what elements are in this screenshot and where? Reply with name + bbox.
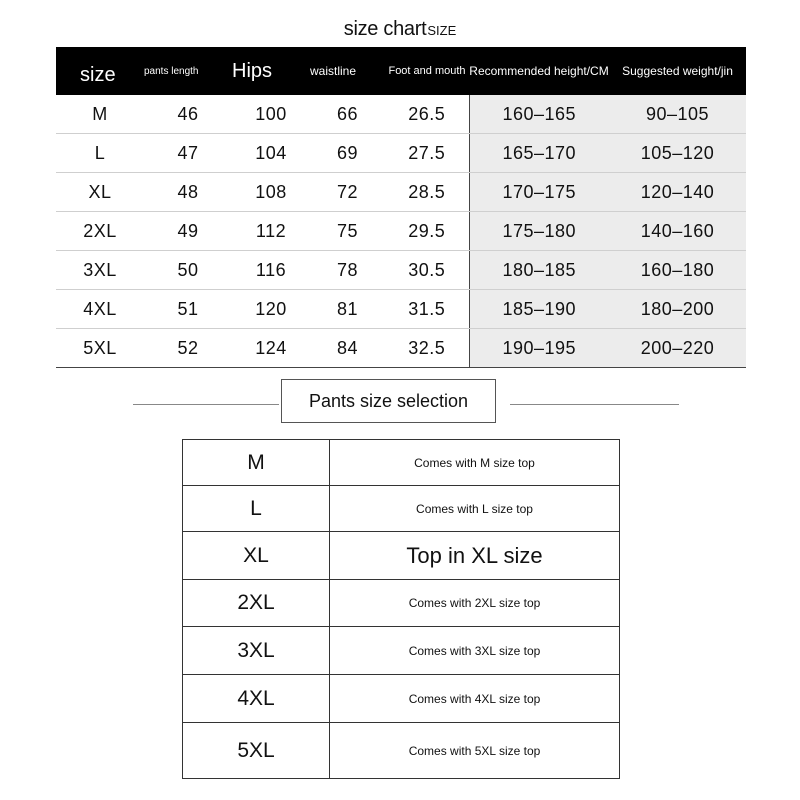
chart-title-main: size chart (343, 18, 427, 40)
table-row (56, 173, 746, 212)
cell-recommended-height: 165–170 (469, 134, 609, 173)
cell-recommended-height: 160–165 (469, 95, 609, 134)
list-item (183, 580, 620, 627)
cell-size: 5XL (56, 329, 144, 368)
cell-pants-length: 52 (144, 329, 232, 368)
cell-hips: 124 (232, 329, 310, 368)
header-suggested-weight: Suggested weight/jin (609, 47, 746, 95)
list-item (183, 627, 620, 675)
cell-suggested-weight: 180–200 (609, 290, 746, 329)
cell-recommended-height: 190–195 (469, 329, 609, 368)
selection-title-box (281, 379, 496, 423)
selection-description: Comes with 3XL size top (330, 627, 620, 675)
selection-description: Top in XL size (330, 532, 620, 580)
table-row (56, 95, 746, 134)
cell-pants-length: 47 (144, 134, 232, 173)
cell-suggested-weight: 90–105 (609, 95, 746, 134)
cell-suggested-weight: 120–140 (609, 173, 746, 212)
selection-size: L (183, 486, 330, 532)
selection-size: M (183, 440, 330, 486)
cell-waistline: 69 (310, 134, 385, 173)
cell-foot-and-mouth: 31.5 (385, 290, 469, 329)
header-size: size (56, 47, 144, 95)
selection-size: 2XL (183, 580, 330, 627)
selection-size: XL (183, 532, 330, 580)
cell-pants-length: 49 (144, 212, 232, 251)
cell-foot-and-mouth: 27.5 (385, 134, 469, 173)
cell-foot-and-mouth: 26.5 (385, 95, 469, 134)
selection-description: Comes with L size top (330, 486, 620, 532)
cell-size: XL (56, 173, 144, 212)
cell-size: 4XL (56, 290, 144, 329)
cell-suggested-weight: 200–220 (609, 329, 746, 368)
cell-foot-and-mouth: 32.5 (385, 329, 469, 368)
cell-hips: 116 (232, 251, 310, 290)
selection-description: Comes with 2XL size top (330, 580, 620, 627)
divider-line-right (510, 404, 679, 405)
cell-suggested-weight: 160–180 (609, 251, 746, 290)
header-foot-and-mouth: Foot and mouth (385, 47, 469, 95)
table-row (56, 290, 746, 329)
chart-title (0, 18, 800, 41)
header-pants-length: pants length (144, 47, 232, 95)
cell-waistline: 84 (310, 329, 385, 368)
cell-pants-length: 48 (144, 173, 232, 212)
cell-foot-and-mouth: 29.5 (385, 212, 469, 251)
header-recommended-height: Recommended height/CM (469, 47, 609, 95)
cell-waistline: 78 (310, 251, 385, 290)
size-chart-table (56, 47, 746, 368)
selection-description: Comes with 5XL size top (330, 723, 620, 779)
cell-hips: 100 (232, 95, 310, 134)
cell-pants-length: 51 (144, 290, 232, 329)
selection-table (182, 439, 620, 779)
cell-suggested-weight: 105–120 (609, 134, 746, 173)
cell-recommended-height: 180–185 (469, 251, 609, 290)
list-item (183, 440, 620, 486)
cell-size: 3XL (56, 251, 144, 290)
selection-description: Comes with 4XL size top (330, 675, 620, 723)
cell-recommended-height: 175–180 (469, 212, 609, 251)
selection-size: 5XL (183, 723, 330, 779)
cell-suggested-weight: 140–160 (609, 212, 746, 251)
cell-recommended-height: 185–190 (469, 290, 609, 329)
list-item (183, 486, 620, 532)
cell-waistline: 81 (310, 290, 385, 329)
cell-size: M (56, 95, 144, 134)
table-row (56, 251, 746, 290)
selection-size: 3XL (183, 627, 330, 675)
header-waistline: waistline (310, 47, 385, 95)
table-row (56, 212, 746, 251)
size-chart-header-row (56, 47, 746, 95)
cell-foot-and-mouth: 28.5 (385, 173, 469, 212)
list-item (183, 675, 620, 723)
cell-waistline: 72 (310, 173, 385, 212)
chart-title-small: SIZE (427, 23, 457, 38)
cell-waistline: 75 (310, 212, 385, 251)
selection-size: 4XL (183, 675, 330, 723)
cell-recommended-height: 170–175 (469, 173, 609, 212)
list-item (183, 723, 620, 779)
cell-hips: 120 (232, 290, 310, 329)
cell-size: 2XL (56, 212, 144, 251)
selection-description: Comes with M size top (330, 440, 620, 486)
cell-pants-length: 50 (144, 251, 232, 290)
cell-hips: 104 (232, 134, 310, 173)
table-row (56, 329, 746, 368)
header-hips: Hips (232, 47, 310, 95)
cell-hips: 112 (232, 212, 310, 251)
cell-foot-and-mouth: 30.5 (385, 251, 469, 290)
cell-hips: 108 (232, 173, 310, 212)
list-item (183, 532, 620, 580)
divider-line-left (133, 404, 279, 405)
table-row (56, 134, 746, 173)
cell-size: L (56, 134, 144, 173)
cell-pants-length: 46 (144, 95, 232, 134)
cell-waistline: 66 (310, 95, 385, 134)
selection-title: Pants size selection (308, 390, 469, 411)
